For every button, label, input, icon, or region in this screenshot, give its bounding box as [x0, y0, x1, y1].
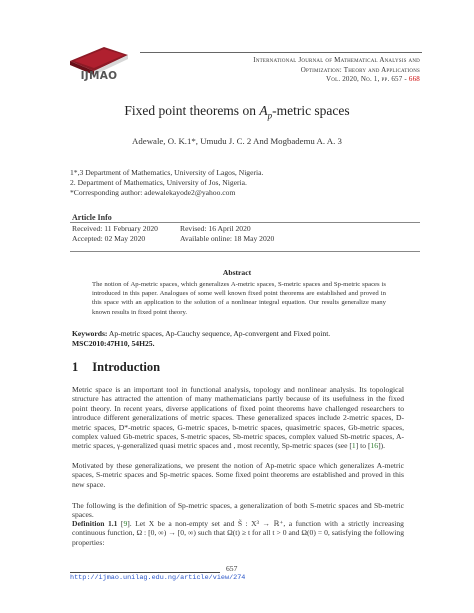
pages-link[interactable]: 668 [408, 75, 420, 83]
intro-paragraph-2: Motivated by these generalizations, we present the notion of Ap-metric space which generalizes A-metric spaces, S-metric spaces and Sp-metric spaces. Some fixed point theorems are established and proved in this new space. [72, 461, 404, 489]
abstract-heading: Abstract [222, 268, 252, 277]
authors: Adewale, O. K.1*, Umudu J. C. 2 And Mogbademu A. A. 3 [132, 136, 342, 146]
msc-codes: MSC2010:47H10, 54H25. [72, 338, 155, 348]
abstract-text: The notion of Ap-metric spaces, which generalizes A-metric spaces, S-metric spaces and Sp-metric spaces is introduced in this paper. Analogues of some well known fixed point theorems are established and proved in this space with an application to the solution of a nonlinear integral equation. Our results generalize many known results in fixed point theory. [92, 281, 386, 316]
affiliation-2: 2. Department of Mathematics, University of Jos, Nigeria. [70, 178, 247, 187]
footer-rule [70, 572, 220, 573]
journal-line-3: Vol. 2020, No. 1, pp. 657 - 668 [326, 75, 420, 83]
keywords-label: Keywords: [72, 329, 108, 338]
keywords-text: Ap-metric spaces, Ap-Cauchy sequence, Ap-convergent and Fixed point. [107, 329, 331, 338]
paper-title: Fixed point theorems on $A_p$-metric spaces [124, 103, 350, 121]
article-url-link[interactable]: http://ijmao.unilag.edu.ng/article/view/274 [70, 574, 246, 582]
intro-paragraph-1: Metric space is an important tool in functional analysis, topology and nonlinear analysis. Its topological structure has attracted the attention of many mathematicians partly because of its usefulness in the fixed point theory. In recent years, diverse applications of fixed point theorems have challenged researchers to introduce different generalizations of metric spaces. These generalized spaces include 2-metric spaces, D-metric spaces, D*-metric spaces, G-metric spaces, b-metric spaces, quasimetric spaces, Gb-metric spaces, complex valued Gb-metric spaces, S-metric spaces, Sb-metric spaces, complex valued Sb-metric spaces, A-metric spaces, γ-generalized quasi metric spaces and , most recently, Sp-metric spaces (see [1] to [16]). [72, 385, 404, 451]
accepted-date: Accepted: 02 May 2020 [72, 234, 146, 243]
article-info-dates [72, 224, 275, 244]
citation-link[interactable]: 16 [370, 441, 379, 451]
header-rule [140, 52, 422, 53]
keywords-block [72, 329, 412, 348]
journal-header [180, 56, 420, 85]
citation-link[interactable]: 9 [123, 519, 128, 528]
definition-1-1: Definition 1.1 [9]. Let X be a non-empty set and S̃ : X³ → ℝ⁺, a function with a strictly increasing continuous function, Ω : [0, ∞) → [0, ∞) such that Ω(t) ≥ t for all t > 0 and Ω(0) = 0, satisfying the following properties: [72, 519, 404, 547]
article-info-heading: Article Info [72, 213, 112, 222]
affiliation-1: 1*,3 Department of Mathematics, University of Lagos, Nigeria. [70, 168, 264, 177]
section-heading: 1 Introduction [72, 360, 161, 374]
revised-online-dates [180, 224, 274, 244]
page-number: 657 [226, 564, 238, 573]
article-info-rule-bottom [70, 251, 420, 252]
corresponding-author: *Corresponding author: adewalekayode2@yahoo.com [70, 188, 236, 197]
online-date: Available online: 18 May 2020 [180, 234, 275, 243]
revised-date: Revised: 16 April 2020 [180, 224, 251, 233]
received-date: Received: 11 February 2020 [72, 224, 158, 233]
affiliations [70, 168, 263, 198]
citation-link[interactable]: 1 [351, 441, 356, 451]
journal-line-2: Optimization: Theory and Applications [300, 65, 420, 74]
journal-line-1: International Journal of Mathematical Analysis and [253, 56, 420, 64]
intro-paragraph-3: The following is the definition of Sp-metric spaces, a generalization of both S-metric spaces and Sb-metric spaces. [72, 501, 404, 520]
article-info-rule [70, 222, 420, 223]
logo-text: IJMAO [80, 70, 118, 82]
